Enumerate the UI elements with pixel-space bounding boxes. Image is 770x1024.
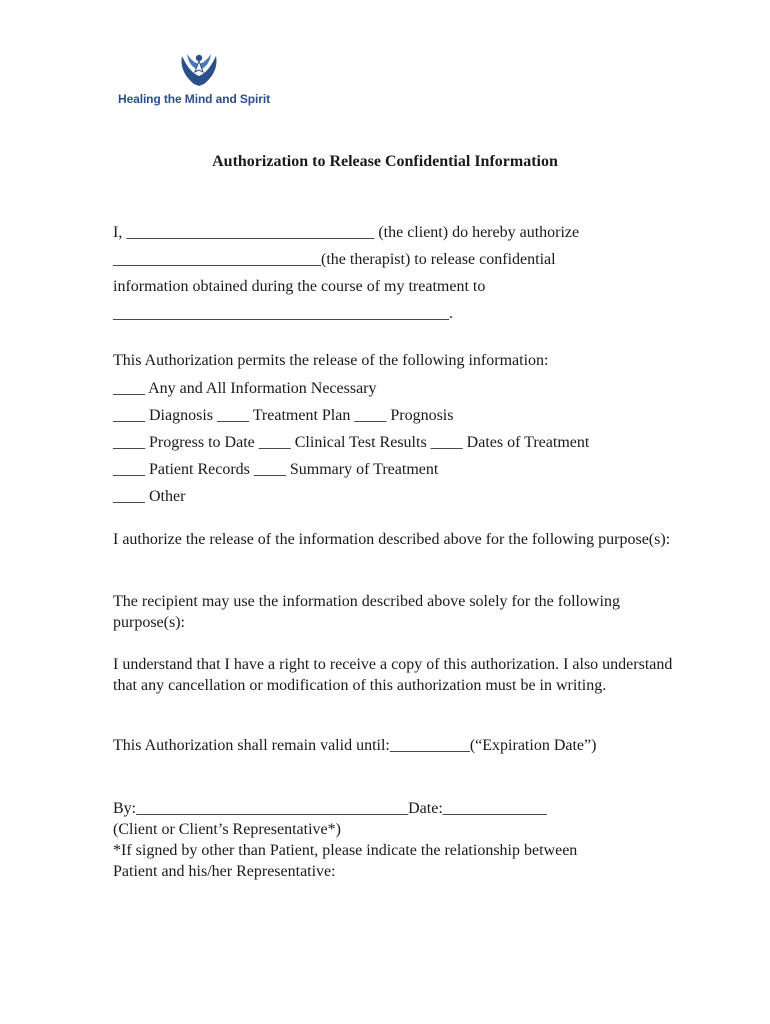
logo-text: Healing the Mind and Spirit xyxy=(118,92,270,106)
permits-heading: This Authorization permits the release of the following information: xyxy=(113,352,549,369)
understand-paragraph: I understand that I have a right to receive a copy of this authorization. I also understand that any cancellation or modification of this authorization must be in writing. xyxy=(113,656,673,694)
purpose-release-paragraph: I authorize the release of the information described above for the following purpose(s): xyxy=(113,531,671,548)
representative-note-line-2: Patient and his/her Representative: xyxy=(113,863,336,880)
intro-line-1: I, _______________________________ (the client) do hereby authorize xyxy=(113,224,580,241)
info-line-diagnosis: ____ Diagnosis ____ Treatment Plan ____ Prognosis xyxy=(113,407,454,424)
hands-figure-icon xyxy=(176,50,222,90)
logo xyxy=(118,50,288,110)
intro-line-3: information obtained during the course of my treatment to xyxy=(113,278,486,295)
purpose-recipient-paragraph: The recipient may use the information described above solely for the following purpose(s): xyxy=(113,593,620,631)
signer-label: (Client or Client’s Representative*) xyxy=(113,821,341,838)
intro-line-2: __________________________(the therapist) to release confidential xyxy=(113,251,556,268)
info-line-other: ____ Other xyxy=(113,488,186,505)
info-line-records: ____ Patient Records ____ Summary of Treatment xyxy=(113,461,439,478)
representative-note-line-1: *If signed by other than Patient, please indicate the relationship between xyxy=(113,842,578,859)
intro-line-4: __________________________________________. xyxy=(113,305,453,322)
valid-until-line: This Authorization shall remain valid until:__________(“Expiration Date”) xyxy=(113,737,597,754)
info-line-any-all: ____ Any and All Information Necessary xyxy=(113,380,377,397)
info-line-progress: ____ Progress to Date ____ Clinical Test Results ____ Dates of Treatment xyxy=(113,434,590,451)
signature-by-line: By:__________________________________Date:_____________ xyxy=(113,800,547,817)
document-title: Authorization to Release Confidential Information xyxy=(212,153,558,170)
